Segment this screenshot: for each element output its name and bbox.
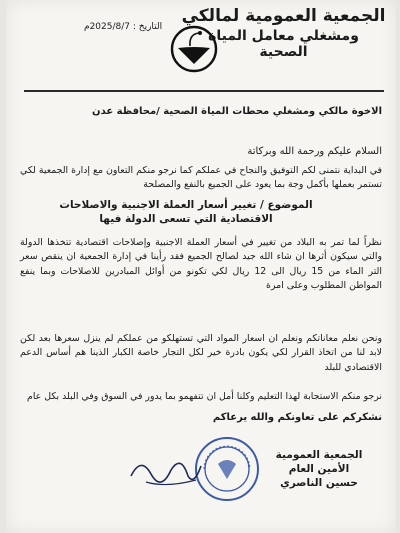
paragraph-price-change: نظراً لما تمر به البلاد من تغيير في أسعار العملة الاجنبية وإصلاحات اقتصادية تتخذها الدولة والتي سيكون أثرها ان شاء الله جيد لصالح الجميع فقد رأينا في إدارة الجمعية ان ينقص سعر التر الماء من 15 ريال الى 12 ريال لكي تكونو من أوائل المبادرين للاصلاحات وبما ينفع المواطن المطلوب وعلى امرة <box>20 237 382 291</box>
signature-name: حسين الناصري <box>280 477 358 489</box>
paragraph-request: نرجو منكم الاستجابة لهذا التعليم وكلنا أمل ان تتفهمو بما يدور في السوق وفي البلد بكل عام <box>27 391 382 402</box>
org-name-line3: الصحية <box>259 44 308 60</box>
greeting-line: السلام عليكم ورحمة الله وبركاتة <box>247 146 382 157</box>
org-name-line2: ومشغلي معامل المياة <box>208 28 359 44</box>
recipient-line: الاخوة مالكي ومشغلي محطات المياة الصحية /محافظة عدن <box>92 106 382 117</box>
org-name-line1: الجمعية العمومية لمالكي <box>181 6 386 26</box>
letter-paper <box>6 0 396 533</box>
water-lamp-logo-icon <box>169 24 219 74</box>
signature-org: الجمعية العمومية <box>275 449 363 461</box>
closing-line: نشكركم على تعاونكم والله يرعاكم <box>212 412 382 423</box>
paragraph-intro: في البداية نتمنى لكم التوفيق والنجاح في عملكم كما نرجو منكم التعاون مع إدارة الجمعية لكي تستمر بعملها بأكمل وجة بما يعود على الجميع بالنفع والمصلحة <box>20 165 382 191</box>
subject-line2: الاقتصادية التي تسعى الدولة فيها <box>99 213 273 225</box>
handwritten-signature-icon <box>126 446 206 496</box>
header-divider <box>24 90 384 92</box>
subject-block <box>36 198 336 226</box>
subject-line1: الموضوع / تغيير أسعار العملة الاجنبية والاصلاحات <box>59 199 313 211</box>
signature-block <box>264 448 374 490</box>
letter-date: التاريخ : 2025/8/7م <box>84 22 163 32</box>
paragraph-hardship: ونحن نعلم معاناتكم ونعلم ان اسعار المواد التي تستهلكو من عملكم لم ينزل سعرها بعد لكن لابد لنا من اتخاذ القرار لكي يكون بادرة خير لكل التجار خاصة الكبار الذينا هم أساس الدعم الاقتصادي للبلد <box>20 333 382 373</box>
signature-title: الأمين العام <box>288 463 350 475</box>
